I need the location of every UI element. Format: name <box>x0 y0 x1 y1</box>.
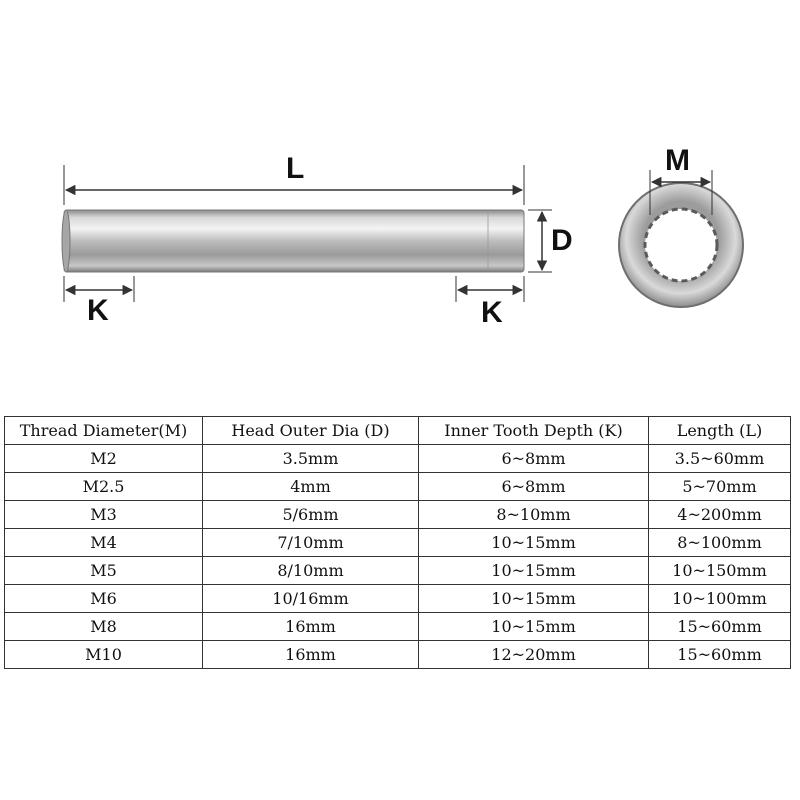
cell-thread: M6 <box>5 585 203 613</box>
header-thread-diameter: Thread Diameter(M) <box>5 417 203 445</box>
cell-thread: M3 <box>5 501 203 529</box>
cell-outer-dia: 8/10mm <box>203 557 419 585</box>
cell-tooth-depth: 10~15mm <box>419 557 649 585</box>
spec-table <box>4 416 791 669</box>
header-head-outer-dia: Head Outer Dia (D) <box>203 417 419 445</box>
cell-length: 15~60mm <box>649 641 791 669</box>
cell-length: 10~100mm <box>649 585 791 613</box>
cell-outer-dia: 16mm <box>203 613 419 641</box>
header-length: Length (L) <box>649 417 791 445</box>
table-header-row <box>5 417 791 445</box>
cell-outer-dia: 16mm <box>203 641 419 669</box>
table-row <box>5 445 791 473</box>
cell-thread: M2.5 <box>5 473 203 501</box>
cell-length: 3.5~60mm <box>649 445 791 473</box>
table-row <box>5 641 791 669</box>
cell-tooth-depth: 12~20mm <box>419 641 649 669</box>
tooth-depth-left-label: K <box>87 294 109 327</box>
cell-length: 5~70mm <box>649 473 791 501</box>
table-row <box>5 529 791 557</box>
table-row <box>5 473 791 501</box>
cell-tooth-depth: 10~15mm <box>419 529 649 557</box>
table-row <box>5 501 791 529</box>
length-label: L <box>286 152 305 185</box>
standoff-rod <box>62 210 524 272</box>
cell-thread: M8 <box>5 613 203 641</box>
cell-outer-dia: 4mm <box>203 473 419 501</box>
cell-length: 10~150mm <box>649 557 791 585</box>
table-row <box>5 613 791 641</box>
standoff-end-view <box>619 183 743 307</box>
table-row <box>5 585 791 613</box>
cell-tooth-depth: 6~8mm <box>419 445 649 473</box>
cell-tooth-depth: 8~10mm <box>419 501 649 529</box>
cell-tooth-depth: 6~8mm <box>419 473 649 501</box>
cell-thread: M10 <box>5 641 203 669</box>
cell-thread: M2 <box>5 445 203 473</box>
cell-tooth-depth: 10~15mm <box>419 585 649 613</box>
cell-length: 8~100mm <box>649 529 791 557</box>
outer-dia-dimension <box>528 210 552 272</box>
cell-length: 4~200mm <box>649 501 791 529</box>
cell-thread: M4 <box>5 529 203 557</box>
cell-outer-dia: 5/6mm <box>203 501 419 529</box>
header-inner-tooth-depth: Inner Tooth Depth (K) <box>419 417 649 445</box>
cell-outer-dia: 10/16mm <box>203 585 419 613</box>
cell-tooth-depth: 10~15mm <box>419 613 649 641</box>
cell-outer-dia: 7/10mm <box>203 529 419 557</box>
outer-dia-label: D <box>551 224 573 257</box>
cell-thread: M5 <box>5 557 203 585</box>
cell-length: 15~60mm <box>649 613 791 641</box>
table-row <box>5 557 791 585</box>
tooth-depth-right-label: K <box>481 296 503 329</box>
cell-outer-dia: 3.5mm <box>203 445 419 473</box>
thread-label: M <box>665 144 690 177</box>
